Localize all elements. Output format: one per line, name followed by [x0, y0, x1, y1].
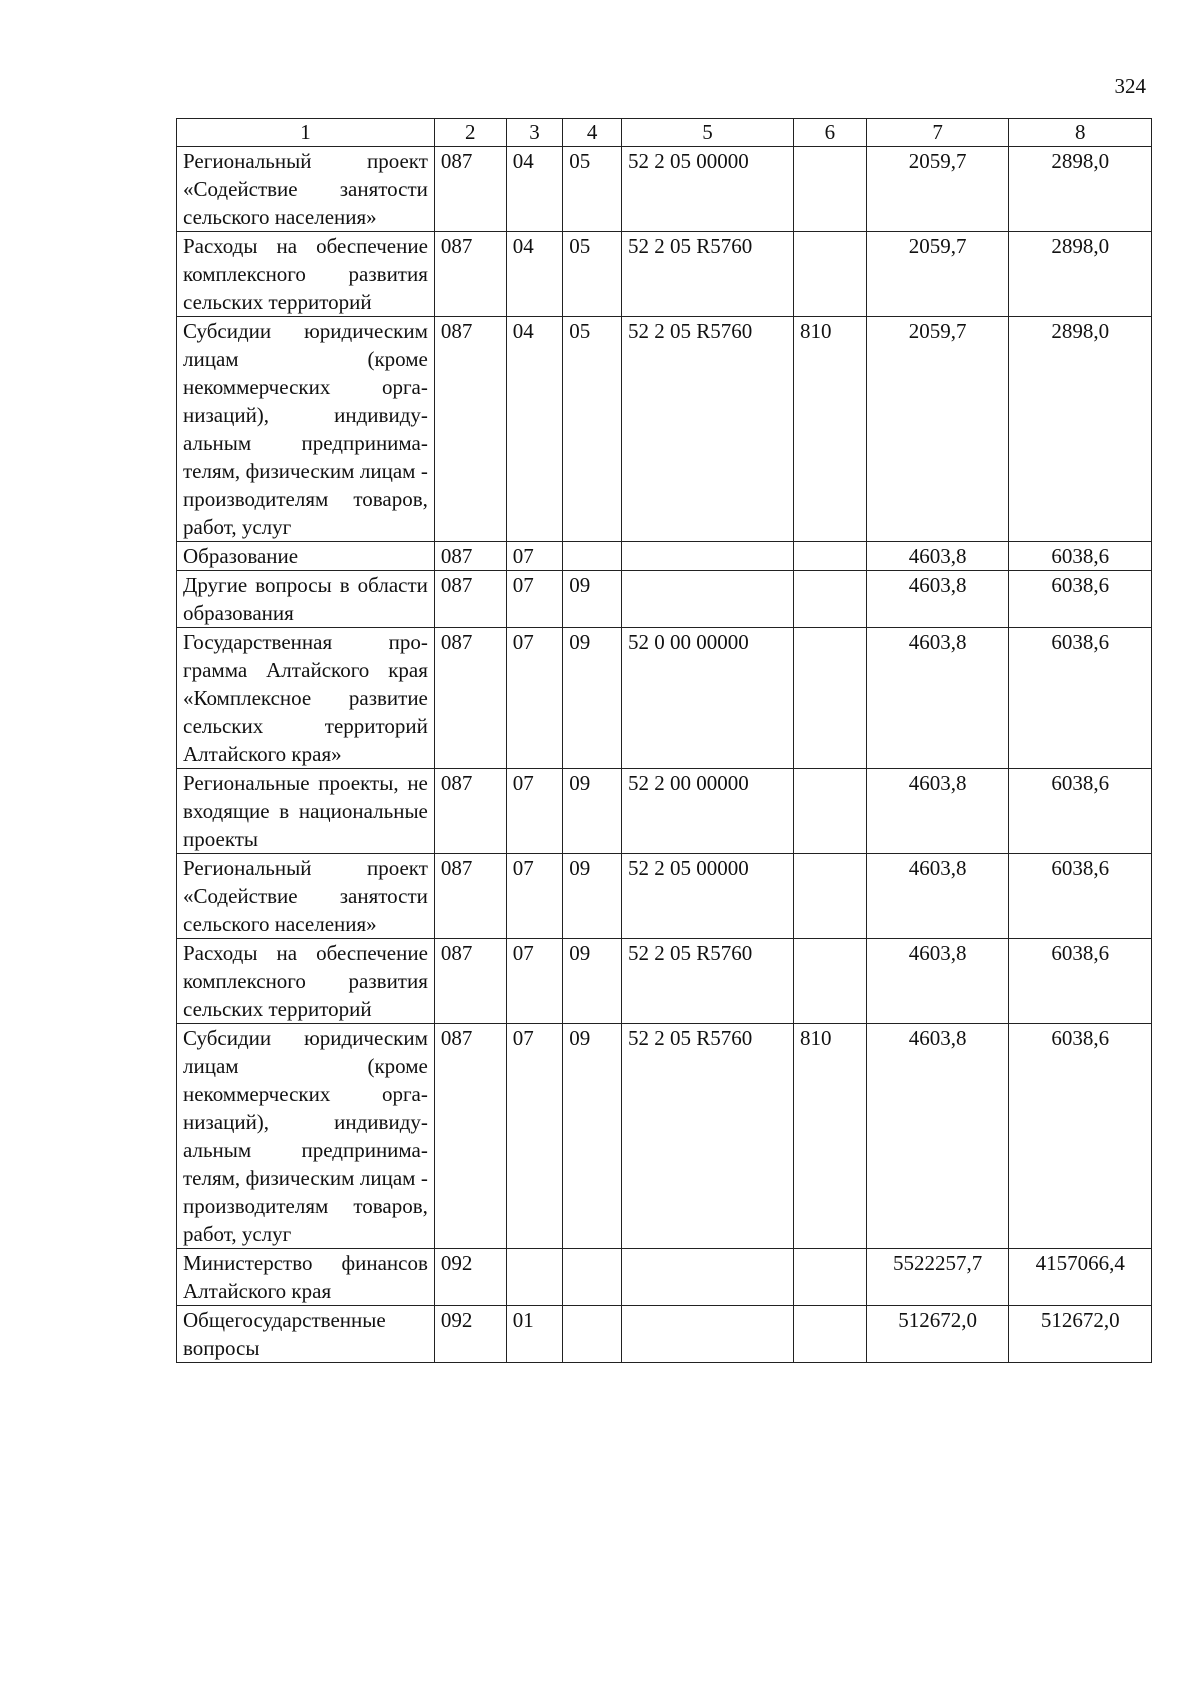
- table-row: [177, 1024, 1152, 1249]
- amount-col8-cell: 2898,0: [1009, 232, 1152, 317]
- amount-col8-cell: 2898,0: [1009, 147, 1152, 232]
- table-row: [177, 147, 1152, 232]
- amount-col8-cell: 6038,6: [1009, 628, 1152, 769]
- table-row: [177, 854, 1152, 939]
- admin-code-cell: 087: [434, 939, 506, 1024]
- budget-table: [176, 118, 1152, 1363]
- admin-code-cell: 092: [434, 1306, 506, 1363]
- amount-col8-cell: 6038,6: [1009, 854, 1152, 939]
- section-cell: 07: [506, 628, 563, 769]
- admin-code-cell: 087: [434, 571, 506, 628]
- amount-col8-cell: 6038,6: [1009, 769, 1152, 854]
- subsection-cell: 09: [563, 1024, 622, 1249]
- section-cell: 04: [506, 317, 563, 542]
- admin-code-cell: 087: [434, 628, 506, 769]
- target-article-cell: 52 2 05 R5760: [622, 1024, 794, 1249]
- expense-type-cell: [793, 232, 866, 317]
- table-row: [177, 939, 1152, 1024]
- subsection-cell: 09: [563, 571, 622, 628]
- expense-type-cell: [793, 854, 866, 939]
- section-cell: 04: [506, 147, 563, 232]
- expense-type-cell: [793, 769, 866, 854]
- section-cell: [506, 1249, 563, 1306]
- row-name-cell: Расходы на обеспечение комплексного развития сельских территорий: [177, 939, 435, 1024]
- amount-col8-cell: 512672,0: [1009, 1306, 1152, 1363]
- amount-col7-cell: 4603,8: [866, 628, 1009, 769]
- target-article-cell: 52 2 00 00000: [622, 769, 794, 854]
- amount-col7-cell: 4603,8: [866, 1024, 1009, 1249]
- table-body: [177, 147, 1152, 1363]
- target-article-cell: [622, 1249, 794, 1306]
- expense-type-cell: [793, 1306, 866, 1363]
- header-cell: 2: [434, 119, 506, 147]
- subsection-cell: [563, 1249, 622, 1306]
- header-cell: 4: [563, 119, 622, 147]
- amount-col7-cell: 2059,7: [866, 317, 1009, 542]
- table-row: [177, 769, 1152, 854]
- expense-type-cell: [793, 571, 866, 628]
- subsection-cell: 09: [563, 769, 622, 854]
- target-article-cell: 52 2 05 R5760: [622, 317, 794, 542]
- section-cell: 07: [506, 939, 563, 1024]
- row-name-cell: Расходы на обеспечение комплексного развития сельских территорий: [177, 232, 435, 317]
- target-article-cell: 52 0 00 00000: [622, 628, 794, 769]
- header-cell: 7: [866, 119, 1009, 147]
- header-cell: 5: [622, 119, 794, 147]
- section-cell: 07: [506, 542, 563, 571]
- header-row: [177, 119, 1152, 147]
- amount-col7-cell: 4603,8: [866, 939, 1009, 1024]
- amount-col7-cell: 2059,7: [866, 232, 1009, 317]
- amount-col8-cell: 4157066,4: [1009, 1249, 1152, 1306]
- expense-type-cell: [793, 147, 866, 232]
- table-row: [177, 542, 1152, 571]
- admin-code-cell: 087: [434, 317, 506, 542]
- amount-col7-cell: 4603,8: [866, 571, 1009, 628]
- admin-code-cell: 087: [434, 542, 506, 571]
- section-cell: 07: [506, 571, 563, 628]
- section-cell: 07: [506, 769, 563, 854]
- table-row: [177, 628, 1152, 769]
- amount-col8-cell: 6038,6: [1009, 571, 1152, 628]
- expense-type-cell: [793, 628, 866, 769]
- target-article-cell: [622, 571, 794, 628]
- section-cell: 04: [506, 232, 563, 317]
- amount-col7-cell: 512672,0: [866, 1306, 1009, 1363]
- row-name-cell: Министерство финансов Алтайского края: [177, 1249, 435, 1306]
- target-article-cell: 52 2 05 R5760: [622, 939, 794, 1024]
- subsection-cell: 05: [563, 317, 622, 542]
- header-cell: 1: [177, 119, 435, 147]
- subsection-cell: 05: [563, 147, 622, 232]
- row-name-cell: Другие вопросы в области образования: [177, 571, 435, 628]
- amount-col8-cell: 2898,0: [1009, 317, 1152, 542]
- expense-type-cell: [793, 1249, 866, 1306]
- amount-col7-cell: 4603,8: [866, 769, 1009, 854]
- table-row: [177, 1249, 1152, 1306]
- admin-code-cell: 087: [434, 1024, 506, 1249]
- row-name-cell: Региональные проекты, не входящие в национальные проекты: [177, 769, 435, 854]
- admin-code-cell: 087: [434, 232, 506, 317]
- table-row: [177, 1306, 1152, 1363]
- amount-col8-cell: 6038,6: [1009, 939, 1152, 1024]
- header-cell: 6: [793, 119, 866, 147]
- page-number: 324: [1114, 74, 1146, 98]
- admin-code-cell: 087: [434, 769, 506, 854]
- subsection-cell: 09: [563, 939, 622, 1024]
- target-article-cell: 52 2 05 R5760: [622, 232, 794, 317]
- amount-col7-cell: 4603,8: [866, 542, 1009, 571]
- subsection-cell: 05: [563, 232, 622, 317]
- admin-code-cell: 087: [434, 147, 506, 232]
- expense-type-cell: [793, 542, 866, 571]
- admin-code-cell: 087: [434, 854, 506, 939]
- header-cell: 8: [1009, 119, 1152, 147]
- subsection-cell: 09: [563, 854, 622, 939]
- expense-type-cell: 810: [793, 1024, 866, 1249]
- table-row: [177, 571, 1152, 628]
- row-name-cell: Образование: [177, 542, 435, 571]
- amount-col7-cell: 2059,7: [866, 147, 1009, 232]
- row-name-cell: Региональный проект «Содействие занятости сельского населения»: [177, 854, 435, 939]
- header-cell: 3: [506, 119, 563, 147]
- table-row: [177, 317, 1152, 542]
- target-article-cell: 52 2 05 00000: [622, 854, 794, 939]
- amount-col7-cell: 5522257,7: [866, 1249, 1009, 1306]
- target-article-cell: 52 2 05 00000: [622, 147, 794, 232]
- subsection-cell: [563, 542, 622, 571]
- subsection-cell: [563, 1306, 622, 1363]
- row-name-cell: Региональный проект «Содействие занятости сельского населения»: [177, 147, 435, 232]
- amount-col8-cell: 6038,6: [1009, 1024, 1152, 1249]
- expense-type-cell: 810: [793, 317, 866, 542]
- row-name-cell: Субсидии юридическим лицам (кроме некоммерческих организаций), индивидуальным предпринимателям, физическим лицам - производителям товаров, работ, услуг: [177, 1024, 435, 1249]
- target-article-cell: [622, 542, 794, 571]
- row-name-cell: Субсидии юридическим лицам (кроме некоммерческих организаций), индивидуальным предпринимателям, физическим лицам - производителям товаров, работ, услуг: [177, 317, 435, 542]
- target-article-cell: [622, 1306, 794, 1363]
- row-name-cell: Государственная программа Алтайского края «Комплексное развитие сельских территорий Алтайского края»: [177, 628, 435, 769]
- amount-col8-cell: 6038,6: [1009, 542, 1152, 571]
- section-cell: 07: [506, 1024, 563, 1249]
- row-name-cell: Общегосударственные вопросы: [177, 1306, 435, 1363]
- section-cell: 01: [506, 1306, 563, 1363]
- table-row: [177, 232, 1152, 317]
- admin-code-cell: 092: [434, 1249, 506, 1306]
- amount-col7-cell: 4603,8: [866, 854, 1009, 939]
- expense-type-cell: [793, 939, 866, 1024]
- section-cell: 07: [506, 854, 563, 939]
- subsection-cell: 09: [563, 628, 622, 769]
